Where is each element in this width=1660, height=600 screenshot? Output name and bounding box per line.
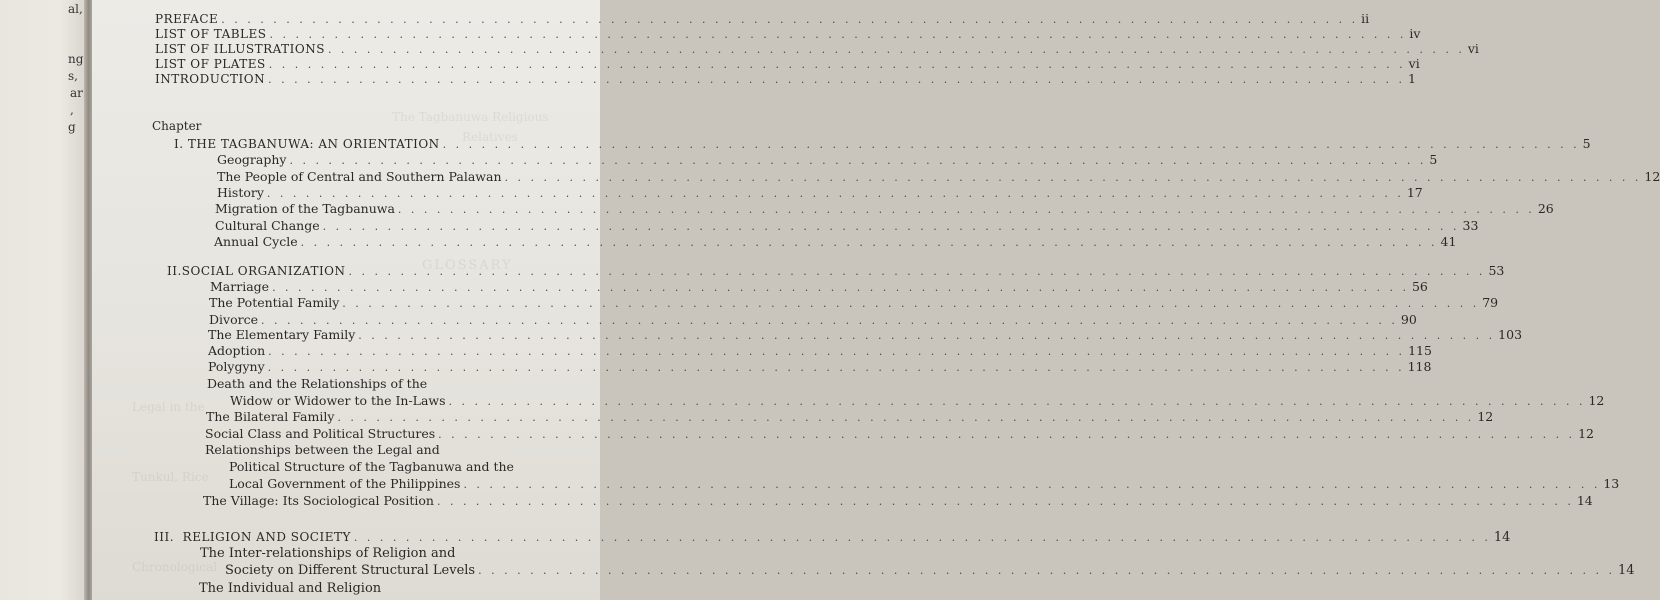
left-fragment: g [68, 120, 76, 134]
left-fragment: ar [70, 86, 83, 100]
show-through-text: Tunkul, Rice [132, 470, 209, 484]
chapter-title: I. THE TAGBANUWA: AN ORIENTATION . . . 5 [174, 137, 606, 152]
show-through-text: Relatives [462, 130, 518, 144]
right-page [92, 0, 1660, 600]
left-page [0, 0, 86, 600]
chapter-label: Chapter [152, 119, 202, 133]
chapter-title: III. RELIGION AND SOCIETY . . . 14 [154, 530, 596, 545]
toc-entry: Local Government of the Philippines . . . 13 [229, 477, 596, 492]
toc-entry: The Individual and Religion [199, 581, 382, 596]
toc-entry: Widow or Widower to the In-Laws . . . 12 [230, 394, 596, 409]
left-fragment: , [70, 103, 74, 117]
toc-entry: Social Class and Political Structures . . . 12 [205, 427, 596, 442]
toc-entry: Geography . . . 5 [217, 153, 606, 168]
toc-entry: The Elementary Family . . . 103 [208, 328, 618, 343]
toc-entry: Cultural Change . . . 33 [215, 219, 610, 234]
show-through-text: GLOSSARY [422, 258, 513, 273]
show-through-text: Legal in the [132, 400, 205, 414]
toc-entry-continued: Relationships between the Legal and [205, 442, 440, 457]
toc-entry: Annual Cycle . . . 41 [214, 235, 610, 250]
left-fragment: al, [68, 2, 83, 16]
toc-entry: PREFACE . . . ii [155, 12, 606, 27]
toc-entry: Polygyny . . . 118 [208, 360, 618, 375]
toc-entry: Adoption . . . 115 [208, 344, 618, 359]
chapter-title: II.SOCIAL ORGANIZATION . . . 53 [167, 264, 610, 279]
toc-entry: History . . . 17 [217, 186, 610, 201]
show-through-text: The Tagbanuwa Religious [392, 110, 549, 124]
left-fragment: ng [68, 52, 84, 66]
toc-entry: Society on Different Structural Levels . . . 14 [225, 564, 596, 578]
show-through-text: Chronological [132, 560, 218, 574]
toc-entry: LIST OF ILLUSTRATIONS . . . vi [155, 42, 603, 57]
toc-entry: The Potential Family . . . 79 [209, 296, 614, 311]
toc-entry: INTRODUCTION . . . 1 [155, 72, 598, 87]
toc-entry: The People of Central and Southern Palawan . . . 12 [217, 170, 610, 185]
toc-entry: Marriage . . . 56 [210, 280, 612, 295]
toc-entry: Divorce . . . 90 [209, 313, 614, 328]
toc-entry: Migration of the Tagbanuwa . . . 26 [215, 202, 610, 217]
left-fragment: s, [68, 69, 78, 83]
toc-entry: LIST OF PLATES . . . vi [155, 57, 603, 72]
toc-entry: The Village: Its Sociological Position . . . 14 [203, 494, 596, 509]
toc-entry-continued: Death and the Relationships of the [207, 376, 428, 391]
toc-entry-continued: Political Structure of the Tagbanuwa and the [229, 459, 514, 474]
toc-entry: The Bilateral Family . . . 12 [206, 410, 596, 425]
toc-entry-continued: The Inter-relationships of Religion and [200, 546, 456, 561]
toc-entry: LIST OF TABLES . . . iv [155, 27, 604, 42]
